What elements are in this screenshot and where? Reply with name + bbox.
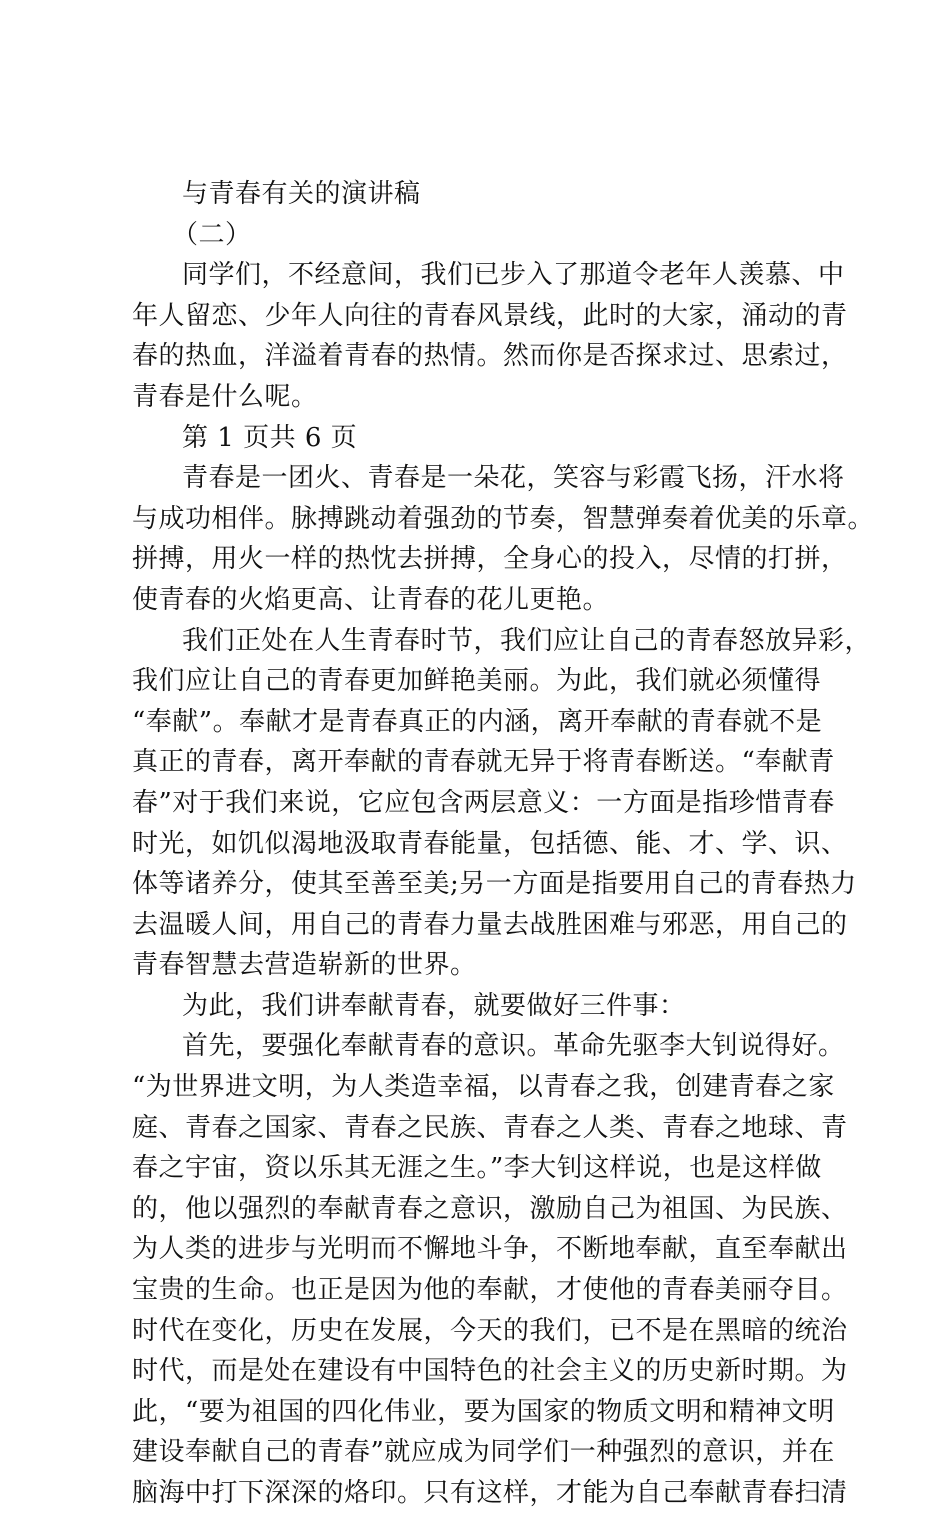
- paragraph-line: 与成功相伴。脉搏跳动着强劲的节奏，智慧弹奏着优美的乐章。: [132, 503, 875, 534]
- paragraph-line: 春”对于我们来说，它应包含两层意义：一方面是指珍惜青春: [132, 787, 835, 818]
- paragraph-line: 青春智慧去营造崭新的世界。: [132, 950, 477, 981]
- paragraph-line: 宝贵的生命。也正是因为他的奉献，才使他的青春美丽夺目。: [132, 1275, 848, 1306]
- paragraph-line: 真正的青春，离开奉献的青春就无异于将青春断送。“奉献青: [132, 747, 835, 778]
- paragraph-line: “为世界进文明，为人类造幸福，以青春之我，创建青春之家: [132, 1072, 835, 1103]
- paragraph-line: 我们正处在人生青春时节，我们应让自己的青春怒放异彩，: [182, 625, 872, 656]
- paragraph-line: 年人留恋、少年人向往的青春风景线，此时的大家，涌动的青: [132, 300, 848, 331]
- paragraph-line: 青春是一团火、青春是一朵花，笑容与彩霞飞扬，汗水将: [182, 463, 845, 494]
- paragraph-line: 首先，要强化奉献青春的意识。革命先驱李大钊说得好。: [182, 1031, 845, 1062]
- paragraph-line: 为此，我们讲奉献青春，就要做好三件事：: [182, 990, 686, 1021]
- paragraph-line: 青春是什么呢。: [132, 381, 318, 412]
- paragraph-line: 庭、青春之国家、青春之民族、青春之人类、青春之地球、青: [132, 1112, 848, 1143]
- paragraph-line: 春的热血，洋溢着青春的热情。然而你是否探求过、思索过，: [132, 341, 848, 372]
- document-subtitle: （二）: [172, 219, 252, 250]
- paragraph-line: 建设奉献自己的青春”就应成为同学们一种强烈的意识，并在: [132, 1437, 835, 1468]
- paragraph-line: “奉献”。奉献才是青春真正的内涵，离开奉献的青春就不是: [132, 706, 823, 737]
- paragraph-line: 为人类的进步与光明而不懈地斗争，不断地奉献，直至奉献出: [132, 1234, 848, 1265]
- paragraph-line: 去温暖人间，用自己的青春力量去战胜困难与邪恶，用自己的: [132, 909, 848, 940]
- paragraph-line: 使青春的火焰更高、让青春的花儿更艳。: [132, 584, 610, 615]
- paragraph-line: 我们应让自己的青春更加鲜艳美丽。为此，我们就必须懂得: [132, 666, 822, 697]
- paragraph-line: 时光，如饥似渴地汲取青春能量，包括德、能、才、学、识、: [132, 828, 848, 859]
- paragraph-line: 时代在变化，历史在发展，今天的我们，已不是在黑暗的统治: [132, 1315, 848, 1346]
- paragraph-line: 的，他以强烈的奉献青春之意识，激励自己为祖国、为民族、: [132, 1193, 848, 1224]
- paragraph-line: 此，“要为祖国的四化伟业，要为国家的物质文明和精神文明: [132, 1396, 835, 1427]
- document-body: [132, 174, 875, 1514]
- paragraph-line: 拼搏，用火一样的热忱去拼搏，全身心的投入，尽情的打拼，: [132, 544, 848, 575]
- paragraph-line: 体等诸养分，使其至善至美;另一方面是指要用自己的青春热力: [132, 869, 857, 900]
- document-title: 与青春有关的演讲稿: [182, 179, 421, 209]
- page-marker: 第 1 页共 6 页: [182, 422, 358, 453]
- paragraph-line: 春之宇宙，资以乐其无涯之生。”李大钊这样说，也是这样做: [132, 1153, 822, 1184]
- paragraph-line: 时代，而是处在建设有中国特色的社会主义的历史新时期。为: [132, 1356, 848, 1387]
- paragraph-line: 脑海中打下深深的烙印。只有这样，才能为自己奉献青春扫清: [132, 1478, 848, 1508]
- paragraph-line: 同学们，不经意间，我们已步入了那道令老年人羡慕、中: [182, 260, 845, 291]
